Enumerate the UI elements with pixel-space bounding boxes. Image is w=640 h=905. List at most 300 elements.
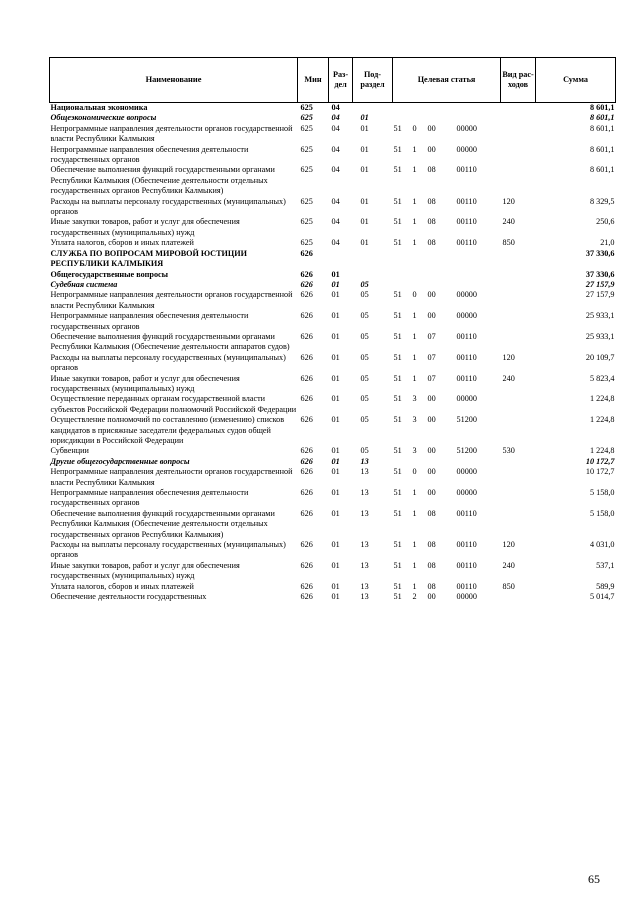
table-row — [50, 290, 616, 311]
row-min-cell: 625 — [300, 113, 313, 123]
row-target-subprogram-cell — [413, 113, 426, 123]
row-target-direction-cell: 07 — [427, 331, 436, 341]
row-razdel-cell: 01 — [331, 592, 340, 602]
table-row — [50, 165, 616, 196]
row-target-subprogram-cell — [413, 270, 426, 280]
row-sum-cell: 37 330,6 — [585, 248, 615, 258]
row-razdel-cell: 01 — [331, 311, 340, 321]
row-name-cell: Обеспечение выполнения функций государственными органами Республики Калмыкия (Обеспечение деятельности отдельных государственных органов Республики Калмыкия) — [50, 508, 275, 539]
row-sum-cell: 20 109,7 — [585, 352, 615, 362]
row-target-program-cell — [393, 457, 413, 467]
row-podrazdel-cell: 13 — [360, 456, 369, 466]
row-vid-cell — [501, 103, 536, 114]
row-min-cell: 626 — [300, 560, 313, 570]
row-target-program-cell: 51 — [393, 352, 402, 362]
row-sum-cell: 8 601,1 — [589, 144, 615, 154]
table-row — [50, 197, 616, 218]
row-target-code-cell: 00110 — [456, 331, 477, 341]
table-row — [50, 103, 616, 114]
row-name-cell: СЛУЖБА ПО ВОПРОСАМ МИРОВОЙ ЮСТИЦИИ РЕСПУБЛИКИ КАЛМЫКИЯ — [50, 248, 248, 269]
row-target-subprogram-cell: 1 — [412, 217, 417, 227]
row-target-direction-cell: 00 — [427, 394, 436, 404]
row-min-cell: 626 — [300, 394, 313, 404]
row-sum-cell: 5 823,4 — [589, 373, 615, 383]
row-target-direction-cell — [426, 270, 455, 280]
row-min-cell: 625 — [300, 217, 313, 227]
table-row — [50, 270, 616, 280]
row-razdel-cell: 01 — [331, 446, 340, 456]
row-target-program-cell: 51 — [393, 217, 402, 227]
row-sum-cell: 8 601,1 — [589, 103, 615, 112]
row-target-direction-cell: 00 — [427, 123, 436, 133]
row-podrazdel-cell: 13 — [360, 592, 369, 602]
row-vid-cell — [501, 415, 536, 446]
row-name-cell: Субвенции — [50, 446, 89, 456]
table-row — [50, 311, 616, 332]
row-vid-cell — [501, 290, 536, 311]
row-podrazdel-cell: 01 — [360, 165, 369, 175]
row-target-subprogram-cell: 1 — [412, 560, 417, 570]
row-vid-cell — [501, 113, 536, 123]
row-target-program-cell: 51 — [393, 394, 402, 404]
row-sum-cell: 250,6 — [596, 217, 615, 227]
row-target-code-cell: 00000 — [456, 592, 477, 602]
row-min-cell: 626 — [300, 331, 313, 341]
row-target-direction-cell: 07 — [427, 352, 436, 362]
row-target-code-cell: 00110 — [456, 238, 477, 248]
row-razdel-cell: 04 — [331, 103, 340, 112]
row-target-direction-cell — [426, 103, 455, 114]
row-name-cell: Обеспечение выполнения функций государственными органами Республики Калмыкия (Обеспечение деятельности отдельных государственных органов Республики Калмыкия) — [50, 165, 275, 196]
row-target-subprogram-cell — [413, 457, 426, 467]
row-name-cell: Судебная система — [50, 279, 118, 289]
row-target-direction-cell — [426, 249, 455, 270]
row-min-cell: 626 — [300, 446, 313, 456]
row-target-program-cell: 51 — [393, 508, 402, 518]
row-name-cell: Осуществление полномочий по составлению (изменению) списков кандидатов в присяжные заседатели федеральных судов общей юрисдикции в Российской Федерации — [50, 415, 285, 445]
row-target-code-cell — [455, 457, 501, 467]
table-row — [50, 238, 616, 248]
row-target-direction-cell: 08 — [427, 508, 436, 518]
row-sum-cell: 589,9 — [596, 581, 615, 591]
row-target-code-cell: 00110 — [456, 581, 477, 591]
row-vid-cell — [501, 394, 536, 415]
row-razdel-cell: 01 — [331, 560, 340, 570]
row-razdel-cell: 01 — [331, 415, 340, 425]
row-name-cell: Национальная экономика — [50, 103, 148, 112]
row-target-code-cell: 00000 — [456, 123, 477, 133]
row-target-program-cell: 51 — [393, 446, 402, 456]
row-vid-cell — [501, 145, 536, 166]
row-name-cell: Расходы на выплаты персоналу государственных (муниципальных) органов — [50, 196, 286, 217]
row-sum-cell: 1 224,8 — [589, 394, 615, 404]
row-razdel-cell: 01 — [331, 508, 340, 518]
row-target-program-cell — [393, 103, 413, 114]
row-target-subprogram-cell: 1 — [412, 540, 417, 550]
row-target-code-cell: 00110 — [456, 560, 477, 570]
row-vid-cell — [501, 592, 536, 602]
row-vid-cell — [501, 124, 536, 145]
row-target-subprogram-cell: 2 — [412, 592, 417, 602]
table-row — [50, 592, 616, 602]
table-row — [50, 374, 616, 395]
row-podrazdel-cell — [353, 103, 393, 114]
row-razdel-cell: 01 — [331, 279, 340, 289]
row-sum-cell: 10 172,7 — [585, 467, 615, 477]
row-razdel-cell: 01 — [331, 269, 340, 279]
row-sum-cell: 5 014,7 — [589, 592, 615, 602]
row-target-direction-cell: 08 — [427, 560, 436, 570]
row-min-cell: 626 — [300, 373, 313, 383]
header-target: Целевая статья — [393, 58, 501, 103]
row-name-cell: Непрограммные направления обеспечения деятельности государственных органов — [50, 311, 249, 331]
row-razdel-cell: 01 — [331, 488, 340, 498]
row-target-direction-cell — [426, 457, 455, 467]
row-target-subprogram-cell: 3 — [412, 415, 417, 425]
row-podrazdel-cell: 05 — [360, 311, 369, 321]
row-name-cell: Непрограммные направления деятельности органов государственной власти Республики Калмыкия — [50, 123, 293, 144]
row-target-program-cell: 51 — [393, 144, 402, 154]
row-target-subprogram-cell — [413, 280, 426, 290]
row-podrazdel-cell: 13 — [360, 488, 369, 498]
row-target-direction-cell: 00 — [427, 290, 436, 300]
row-vid-cell — [501, 270, 536, 280]
row-podrazdel-cell — [353, 270, 393, 280]
row-vid-cell: 120 — [502, 540, 515, 550]
row-podrazdel-cell: 13 — [360, 508, 369, 518]
row-razdel-cell: 04 — [331, 123, 340, 133]
row-target-program-cell: 51 — [393, 311, 402, 321]
row-vid-cell: 120 — [502, 196, 515, 206]
row-name-cell: Иные закупки товаров, работ и услуг для обеспечения государственных (муниципальных) нужд — [50, 560, 240, 581]
row-sum-cell: 27 157,9 — [585, 290, 615, 300]
row-vid-cell: 850 — [502, 581, 515, 591]
budget-table — [49, 57, 616, 603]
row-name-cell: Осуществление переданных органам государственной власти субъектов Российской Федерации полномочий Российской Федерации — [50, 394, 297, 414]
row-min-cell: 626 — [300, 279, 313, 289]
row-razdel-cell — [329, 249, 353, 270]
row-target-program-cell: 51 — [393, 488, 402, 498]
row-target-direction-cell — [426, 280, 455, 290]
row-target-subprogram-cell: 1 — [412, 165, 417, 175]
row-target-subprogram-cell: 1 — [412, 352, 417, 362]
row-target-code-cell: 00110 — [456, 352, 477, 362]
row-target-program-cell: 51 — [393, 165, 402, 175]
row-target-program-cell: 51 — [393, 560, 402, 570]
row-sum-cell: 537,1 — [596, 560, 615, 570]
row-vid-cell: 240 — [502, 217, 515, 227]
row-target-direction-cell: 08 — [427, 238, 436, 248]
row-target-subprogram-cell: 1 — [412, 311, 417, 321]
row-vid-cell — [501, 488, 536, 509]
row-vid-cell: 530 — [502, 446, 515, 456]
row-min-cell: 626 — [300, 540, 313, 550]
row-podrazdel-cell: 05 — [360, 415, 369, 425]
row-target-subprogram-cell: 1 — [412, 144, 417, 154]
row-sum-cell: 21,0 — [600, 238, 615, 248]
row-min-cell: 626 — [300, 488, 313, 498]
table-row — [50, 540, 616, 561]
row-podrazdel-cell: 01 — [360, 123, 369, 133]
row-sum-cell: 8 601,1 — [589, 123, 615, 133]
row-target-code-cell: 00110 — [456, 217, 477, 227]
row-razdel-cell: 04 — [331, 113, 340, 123]
row-podrazdel-cell: 01 — [360, 196, 369, 206]
row-target-direction-cell: 08 — [427, 217, 436, 227]
row-razdel-cell: 04 — [331, 196, 340, 206]
table-row — [50, 332, 616, 353]
row-target-direction-cell: 00 — [427, 415, 436, 425]
table-row — [50, 488, 616, 509]
row-podrazdel-cell: 01 — [360, 217, 369, 227]
row-target-program-cell: 51 — [393, 331, 402, 341]
row-target-direction-cell: 00 — [427, 446, 436, 456]
row-target-code-cell: 00110 — [456, 165, 477, 175]
page-number: 65 — [588, 872, 600, 886]
row-target-program-cell: 51 — [393, 290, 402, 300]
row-name-cell: Непрограммные направления деятельности органов государственной власти Республики Калмыкия — [50, 290, 293, 310]
row-sum-cell: 1 224,8 — [589, 415, 615, 425]
table-row — [50, 446, 616, 456]
row-target-code-cell: 00110 — [456, 540, 477, 550]
row-target-program-cell: 51 — [393, 592, 402, 602]
row-target-program-cell — [393, 113, 413, 123]
row-vid-cell: 240 — [502, 560, 515, 570]
row-target-subprogram-cell: 0 — [412, 467, 417, 477]
table-header — [50, 58, 616, 103]
table-row — [50, 582, 616, 592]
row-target-subprogram-cell — [413, 249, 426, 270]
row-target-code-cell: 00110 — [456, 373, 477, 383]
row-target-subprogram-cell: 3 — [412, 446, 417, 456]
row-podrazdel-cell: 05 — [360, 446, 369, 456]
row-target-direction-cell: 07 — [427, 373, 436, 383]
row-target-subprogram-cell — [413, 103, 426, 114]
row-name-cell: Уплата налогов, сборов и иных платежей — [50, 581, 194, 591]
header-vid: Вид рас- ходов — [501, 58, 536, 103]
row-razdel-cell: 01 — [331, 373, 340, 383]
row-podrazdel-cell: 05 — [360, 331, 369, 341]
header-razdel: Раз- дел — [329, 58, 353, 103]
row-target-program-cell — [393, 270, 413, 280]
row-vid-cell — [501, 457, 536, 467]
row-sum-cell: 25 933,1 — [585, 311, 615, 321]
row-name-cell: Непрограммные направления деятельности органов государственной власти Республики Калмыкия — [50, 467, 293, 487]
row-target-subprogram-cell: 1 — [412, 196, 417, 206]
row-sum-cell: 5 158,0 — [589, 508, 615, 518]
row-podrazdel-cell: 05 — [360, 352, 369, 362]
header-name: Наименование — [50, 58, 298, 103]
row-min-cell: 625 — [300, 144, 313, 154]
table-row — [50, 145, 616, 166]
row-sum-cell: 5 158,0 — [589, 488, 615, 498]
row-target-subprogram-cell: 3 — [412, 394, 417, 404]
table-row — [50, 113, 616, 123]
row-target-direction-cell: 00 — [427, 467, 436, 477]
row-min-cell: 626 — [300, 248, 313, 258]
row-min-cell: 626 — [300, 311, 313, 321]
row-target-code-cell: 00000 — [456, 467, 477, 477]
row-target-code-cell — [455, 270, 501, 280]
row-min-cell: 625 — [300, 103, 313, 112]
row-podrazdel-cell: 13 — [360, 540, 369, 550]
row-target-code-cell: 00110 — [456, 196, 477, 206]
table-row — [50, 394, 616, 415]
row-target-program-cell: 51 — [393, 373, 402, 383]
row-podrazdel-cell: 01 — [360, 144, 369, 154]
table-row — [50, 561, 616, 582]
row-name-cell: Иные закупки товаров, работ и услуг для обеспечения государственных (муниципальных) нужд — [50, 217, 240, 237]
row-sum-cell: 25 933,1 — [585, 331, 615, 341]
row-min-cell: 626 — [300, 592, 313, 602]
row-target-direction-cell — [426, 113, 455, 123]
row-target-subprogram-cell: 1 — [412, 488, 417, 498]
row-target-code-cell: 00000 — [456, 488, 477, 498]
row-name-cell: Обеспечение выполнения функций государственными органами Республики Калмыкия (Обеспечение деятельности аппаратов судов) — [50, 331, 290, 352]
row-target-code-cell: 00000 — [456, 311, 477, 321]
row-target-program-cell: 51 — [393, 581, 402, 591]
row-name-cell: Иные закупки товаров, работ и услуг для обеспечения государственных (муниципальных) нужд — [50, 373, 240, 393]
row-target-subprogram-cell: 1 — [412, 238, 417, 248]
row-target-direction-cell: 00 — [427, 488, 436, 498]
row-target-code-cell: 00000 — [456, 290, 477, 300]
row-name-cell: Общегосударственные вопросы — [50, 269, 169, 279]
row-razdel-cell: 01 — [331, 394, 340, 404]
row-razdel-cell: 04 — [331, 217, 340, 227]
row-target-program-cell: 51 — [393, 540, 402, 550]
row-target-direction-cell: 00 — [427, 144, 436, 154]
table-row — [50, 509, 616, 540]
row-target-code-cell: 00000 — [456, 394, 477, 404]
row-razdel-cell: 04 — [331, 165, 340, 175]
row-min-cell: 626 — [300, 467, 313, 477]
table-row — [50, 124, 616, 145]
row-target-code-cell: 00110 — [456, 508, 477, 518]
row-razdel-cell: 01 — [331, 540, 340, 550]
row-target-code-cell — [455, 113, 501, 123]
row-target-subprogram-cell: 1 — [412, 581, 417, 591]
row-min-cell: 625 — [300, 238, 313, 248]
row-podrazdel-cell: 13 — [360, 560, 369, 570]
row-target-program-cell: 51 — [393, 196, 402, 206]
row-name-cell: Расходы на выплаты персоналу государственных (муниципальных) органов — [50, 540, 286, 560]
table-row — [50, 457, 616, 467]
row-podrazdel-cell: 05 — [360, 373, 369, 383]
row-vid-cell — [501, 280, 536, 290]
row-min-cell: 626 — [300, 415, 313, 425]
row-target-program-cell — [393, 280, 413, 290]
row-razdel-cell: 01 — [331, 456, 340, 466]
row-target-direction-cell: 00 — [427, 311, 436, 321]
row-target-subprogram-cell: 0 — [412, 123, 417, 133]
table-row — [50, 280, 616, 290]
row-vid-cell — [501, 311, 536, 332]
row-target-program-cell: 51 — [393, 467, 402, 477]
row-target-program-cell: 51 — [393, 123, 402, 133]
row-target-direction-cell: 08 — [427, 165, 436, 175]
row-name-cell: Общеэкономические вопросы — [50, 113, 157, 123]
row-target-code-cell: 51200 — [456, 446, 477, 456]
row-sum-cell: 8 601,1 — [589, 113, 615, 123]
row-target-program-cell: 51 — [393, 238, 402, 248]
row-podrazdel-cell: 01 — [360, 238, 369, 248]
row-name-cell: Непрограммные направления обеспечения деятельности государственных органов — [50, 144, 249, 165]
row-name-cell: Другие общегосударственные вопросы — [50, 456, 190, 466]
row-vid-cell: 120 — [502, 352, 515, 362]
row-vid-cell: 240 — [502, 373, 515, 383]
row-min-cell: 626 — [300, 581, 313, 591]
row-razdel-cell: 01 — [331, 352, 340, 362]
row-target-program-cell — [393, 249, 413, 270]
header-podrazdel: Под- раздел — [353, 58, 393, 103]
row-target-direction-cell: 08 — [427, 540, 436, 550]
row-name-cell: Обеспечение деятельности государственных — [50, 592, 207, 602]
header-min: Мин — [298, 58, 329, 103]
row-sum-cell: 8 601,1 — [589, 165, 615, 175]
row-target-code-cell — [455, 103, 501, 114]
row-razdel-cell: 01 — [331, 290, 340, 300]
row-min-cell: 625 — [300, 123, 313, 133]
row-podrazdel-cell: 05 — [360, 290, 369, 300]
header-sum: Сумма — [536, 58, 616, 103]
row-target-subprogram-cell: 0 — [412, 290, 417, 300]
row-target-code-cell — [455, 249, 501, 270]
row-razdel-cell: 01 — [331, 581, 340, 591]
row-sum-cell: 1 224,8 — [589, 446, 615, 456]
row-sum-cell: 37 330,6 — [585, 269, 615, 279]
row-min-cell: 626 — [300, 269, 313, 279]
row-target-code-cell — [455, 280, 501, 290]
row-vid-cell — [501, 249, 536, 270]
row-sum-cell: 8 329,5 — [589, 196, 615, 206]
row-min-cell: 626 — [300, 508, 313, 518]
row-target-direction-cell: 08 — [427, 581, 436, 591]
row-target-subprogram-cell: 1 — [412, 508, 417, 518]
row-min-cell: 626 — [300, 456, 313, 466]
row-min-cell: 626 — [300, 290, 313, 300]
row-vid-cell — [501, 165, 536, 196]
row-sum-cell: 10 172,7 — [585, 456, 615, 466]
row-target-subprogram-cell: 1 — [412, 373, 417, 383]
table-row — [50, 249, 616, 270]
table-body — [50, 103, 616, 603]
row-podrazdel-cell — [353, 249, 393, 270]
row-vid-cell — [501, 332, 536, 353]
row-target-direction-cell: 00 — [427, 592, 436, 602]
row-target-subprogram-cell: 1 — [412, 331, 417, 341]
row-min-cell: 626 — [300, 352, 313, 362]
row-podrazdel-cell: 05 — [360, 394, 369, 404]
row-target-program-cell: 51 — [393, 415, 402, 425]
row-razdel-cell: 01 — [331, 331, 340, 341]
row-vid-cell — [501, 509, 536, 540]
row-vid-cell: 850 — [502, 238, 515, 248]
row-sum-cell: 4 031,0 — [589, 540, 615, 550]
row-target-code-cell: 00000 — [456, 144, 477, 154]
row-name-cell: Уплата налогов, сборов и иных платежей — [50, 238, 194, 248]
row-sum-cell: 27 157,9 — [585, 279, 615, 289]
row-min-cell: 625 — [300, 165, 313, 175]
row-target-direction-cell: 08 — [427, 196, 436, 206]
row-min-cell: 625 — [300, 196, 313, 206]
row-podrazdel-cell: 13 — [360, 581, 369, 591]
row-razdel-cell: 04 — [331, 238, 340, 248]
table-row — [50, 467, 616, 488]
row-name-cell: Непрограммные направления обеспечения деятельности государственных органов — [50, 488, 249, 508]
row-razdel-cell: 01 — [331, 467, 340, 477]
row-vid-cell — [501, 467, 536, 488]
row-razdel-cell: 04 — [331, 144, 340, 154]
